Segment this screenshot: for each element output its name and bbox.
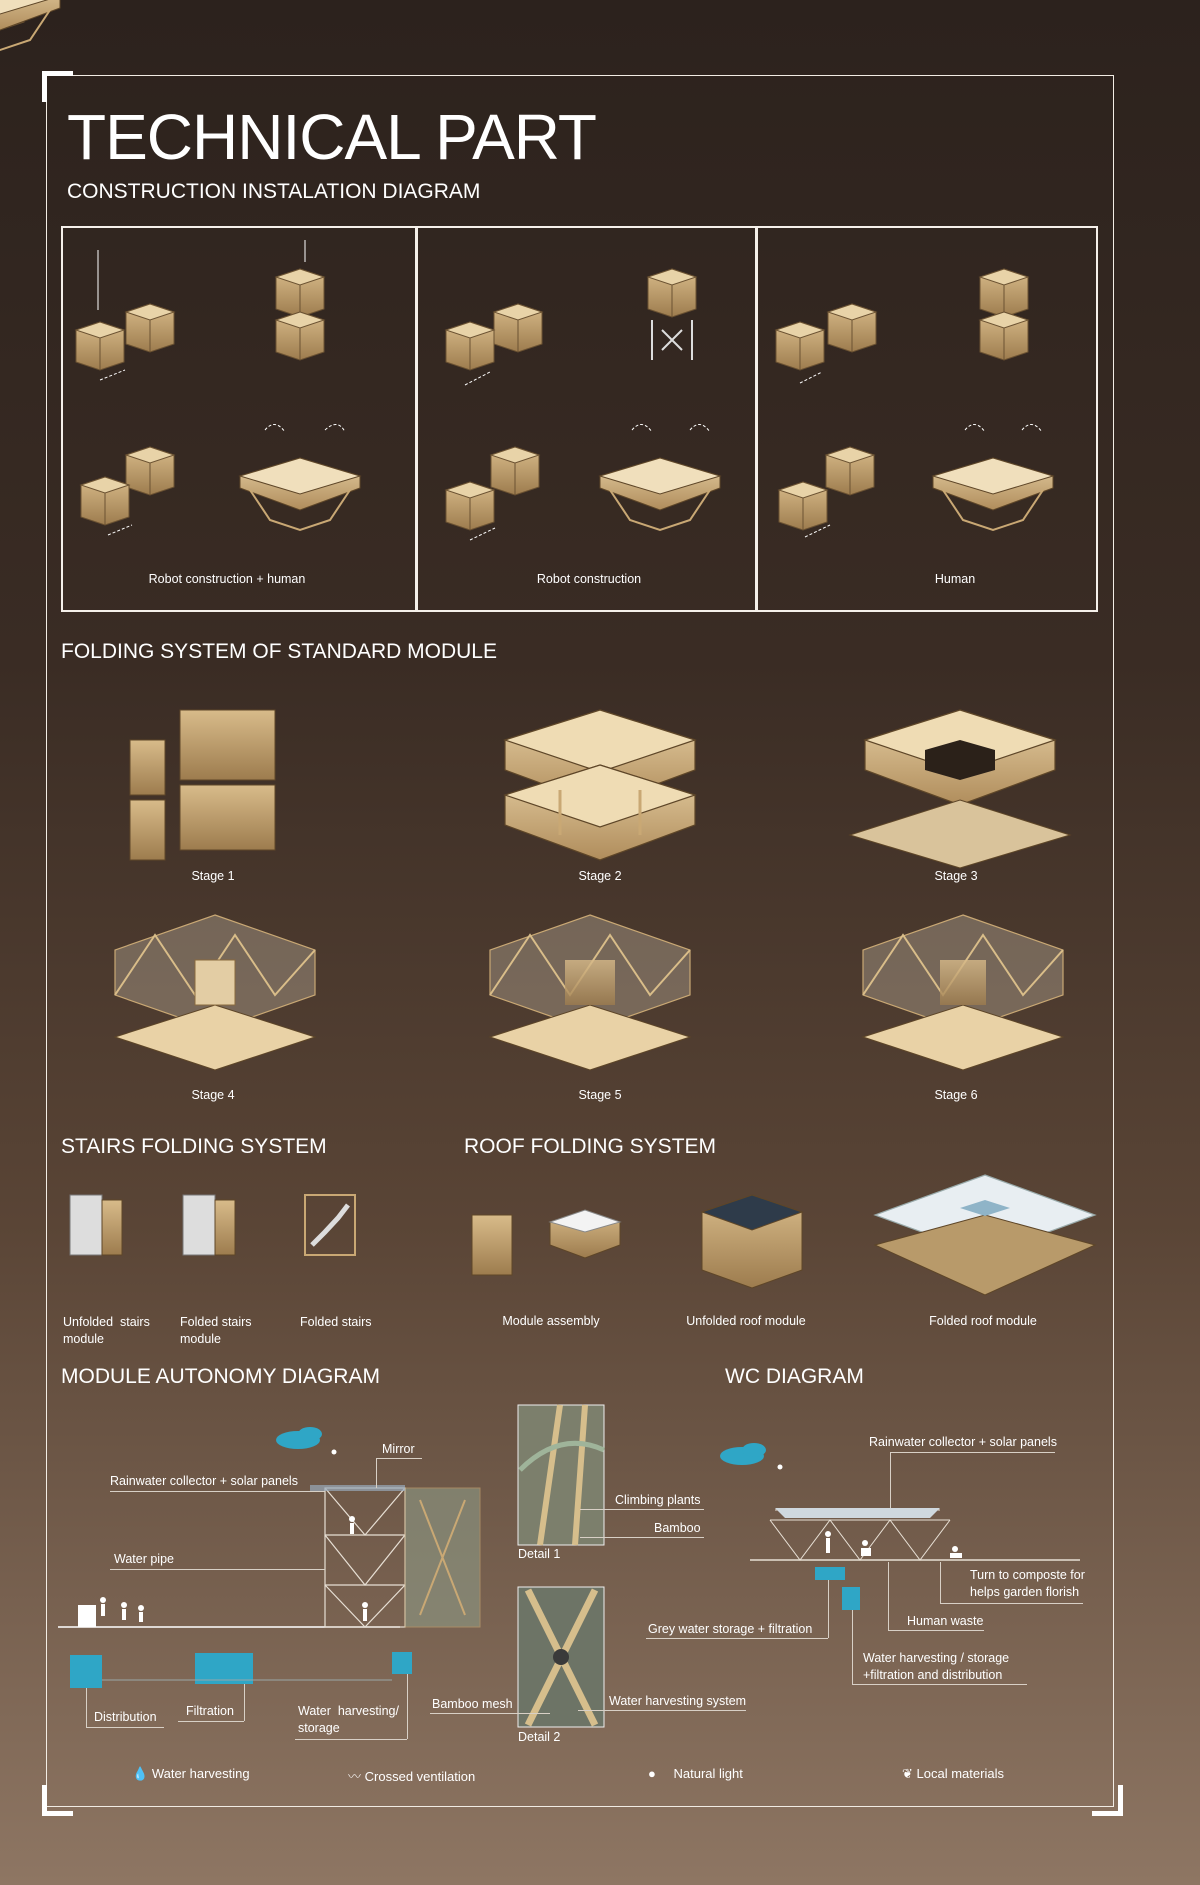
leader-line [888,1562,889,1630]
bamboo-mesh-label: Bamboo mesh [432,1697,513,1711]
legend-water-harvesting: 💧 Water harvesting [132,1766,250,1781]
panel-caption-1: Robot construction + human [148,572,306,586]
detail-2-label: Detail 2 [518,1730,561,1744]
human-waste-label: Human waste [907,1614,984,1628]
leader-line [580,1537,704,1538]
leader-line [407,1674,408,1739]
water-drop-icon: 💧 [132,1766,149,1781]
filtration-label: Filtration [186,1704,234,1718]
leader-line [890,1452,891,1508]
leader-line [110,1491,325,1492]
harvest-label: Water harvesting / storage +filtration and distribution [863,1651,1010,1682]
stage-caption-2: Stage 2 [578,869,622,883]
sun-icon: ● [648,1766,656,1781]
wc-title: WC DIAGRAM [725,1365,864,1388]
stairs-label-3: Folded stairs [300,1315,372,1329]
autonomy-title: MODULE AUTONOMY DIAGRAM [61,1365,380,1388]
climbing-label: Climbing plants [615,1493,701,1507]
wc-rainwater-label: Rainwater collector + solar panels [869,1435,1057,1449]
stage-caption-3: Stage 3 [934,869,978,883]
roof-label-1: Module assembly [502,1314,600,1328]
leader-line [646,1638,828,1639]
harvesting-storage-label: Water harvesting/ storage [298,1704,399,1735]
leader-line [940,1603,1083,1604]
rainwater-label: Rainwater collector + solar panels [110,1474,298,1488]
leader-line [888,1630,984,1631]
roof-label-2: Unfolded roof module [686,1314,806,1328]
leader-line [578,1710,746,1711]
leader-line [178,1721,244,1722]
roof-title: ROOF FOLDING SYSTEM [464,1135,717,1158]
leader-line [940,1562,941,1603]
leader-line [828,1580,829,1638]
leader-line [852,1684,1027,1685]
leader-line [852,1610,853,1684]
leader-line [110,1569,325,1570]
leader-line [244,1684,245,1721]
wind-icon: 〰 [348,1769,362,1784]
page-title: TECHNICAL PART [67,101,596,173]
grey-water-label: Grey water storage + filtration [648,1622,813,1636]
leader-line [430,1713,550,1714]
corner-mark [1092,1785,1123,1816]
leaf-icon: ❦ [902,1766,913,1781]
roof-label-3: Folded roof module [929,1314,1037,1328]
water-system-label: Water harvesting system [609,1694,747,1708]
distribution-label: Distribution [94,1710,157,1724]
stage-caption-6: Stage 6 [934,1088,978,1102]
leader-line [86,1688,87,1727]
panel-caption-2: Robot construction [536,572,642,586]
leader-line [295,1739,407,1740]
leader-line [580,1509,704,1510]
leader-line [376,1458,422,1459]
legend-ventilation: 〰 Crossed ventilation [348,1769,476,1784]
water-pipe-label: Water pipe [114,1552,174,1566]
legend-local-materials: ❦ Local materials [902,1766,1004,1781]
stairs-label-1: Unfolded stairs module [63,1315,150,1346]
corner-mark [42,1785,73,1816]
compost-label: Turn to composte for helps garden florish [970,1568,1085,1599]
leader-line [86,1727,164,1728]
bamboo-label: Bamboo [654,1521,701,1535]
mirror-label: Mirror [382,1442,415,1456]
page-subtitle: CONSTRUCTION INSTALATION DIAGRAM [67,180,481,203]
leader-line [376,1458,377,1488]
stage-caption-1: Stage 1 [191,869,235,883]
folding-title: FOLDING SYSTEM OF STANDARD MODULE [61,640,497,663]
stairs-title: STAIRS FOLDING SYSTEM [61,1135,327,1158]
panel-caption-3: Human [934,572,976,586]
legend-natural-light: ● Natural light [648,1766,743,1781]
leader-line [890,1452,1055,1453]
stage-caption-4: Stage 4 [191,1088,235,1102]
stairs-label-2: Folded stairs module [180,1315,252,1346]
stage-caption-5: Stage 5 [578,1088,622,1102]
detail-1-label: Detail 1 [518,1547,561,1561]
